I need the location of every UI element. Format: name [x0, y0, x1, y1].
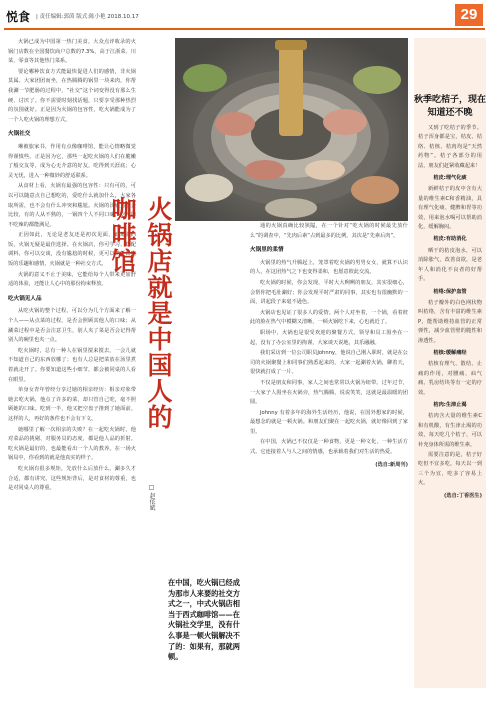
- col1-paragraph: 吃火锅有很多规矩，先放什么后放什么，涮多久才合适，都有讲究。这些规矩背后，是对食材的尊重，也是对同桌人的尊重。: [8, 465, 136, 492]
- col1-paragraph: 她哪里了解一次相亲的失败？在一起吃火锅时，他对菜品的挑剔、对服务员的态度，都是他人品的折射。吃火锅是最好的，也最能看出一个人的教养。在一场火锅局中，你看到的就是他真实的样子。: [8, 426, 136, 462]
- sidebar-source: (选自:丁香医生): [444, 492, 482, 499]
- sidebar-subheading: 桔核:缓解痛经: [433, 349, 467, 356]
- sidebar-body: [418, 124, 482, 502]
- col2-paragraph: 吃火锅的时候，你会发现，平时大大咧咧的朋友，其实很细心，会帮你把毛肚涮好；你会发现平时严肃的同事，其实也有很幽默的一面，讲起段子来毫不逊色。: [250, 279, 408, 306]
- page-header: [0, 0, 489, 30]
- col2-paragraph: 通的火锅真确比较狭隘，在一个针对“吃火锅的时候最先放什么”的调查中，“先肉后素”占到最多的比例，其次是“先素后肉”。: [250, 223, 408, 239]
- sidebar-paragraph: 晒干的桔皮泡水，可以消除胀气，改善食欲，是老年人和消化不良者的好帮手。: [418, 247, 482, 283]
- col1-paragraph: 吃火锅时，总有一种人在锅里搅来搅去，一会儿就不知道自己的东西放哪了；也有人总是把菜放在汤里煮着就走开了。你要知道这些小细节，都会被同桌的人看在眼里。: [8, 347, 136, 383]
- col2-subheading: 火锅里的柔情: [250, 247, 284, 254]
- col2-source: (选自:新周刊): [375, 461, 408, 468]
- sidebar-subheading: 桔皮:有助消化: [433, 236, 467, 243]
- col1-paragraph: 从食材上看，火锅有最强的包容性：只有可的，可以可以随意点自己想吃的，爱吃什么就加什么，大家各取所需，也不会有什么冲突和尴尬。火锅的汤底虽然会比较，有的人从不熟的，一锅四个人不同口味，吃辣的不吃辣的都能满足。: [8, 183, 136, 228]
- hotpot-photo-illustration: [175, 38, 408, 221]
- sidebar-box: [414, 38, 486, 688]
- sidebar-paragraph: 新鲜桔子的皮中含有大量的维生素C和香精油，具有理气化痰、健脾和胃等功效，用来泡水喝可以帮助消化，缓解胸闷。: [418, 186, 482, 231]
- sidebar-paragraph: 需要注意的是，桔子好吃但不宜多吃，每天以一到三个为宜，吃多了容易上火。: [418, 452, 482, 487]
- sidebar-subheading: 桔络:保护血管: [433, 288, 467, 295]
- col2-paragraph: 不仅是朋友和同事，家人之间也常常以火锅为纽带。过年过节，一大家子人围坐在火锅旁，热气腾腾，说说笑笑，这就是最温暖的团圆。: [250, 379, 408, 406]
- pull-quote-text: 在中国，吃火锅已经成为那市人来要的社交方式之一，中式火锅店相当于西式咖啡馆——在火锅社交学里，没有什么事是一顿火锅解决不了的：如果有，那就两顿。: [168, 578, 240, 662]
- col2-paragraph: 我们采访到一位公司职员Johnny，他说自己刚入职时，就是在公司的火锅聚餐上和同事们熟悉起来的，大家一起涮着火锅，聊着天，很快就打成了一片。: [250, 350, 408, 376]
- col1-paragraph: 要论哪种饮食方式能最快促进人们的感情，非火锅莫属。大家团团而坐，在热腾腾的锅里一块来肉，你帮我涮一节肥肠的过程中，“社交”这个词变得没有那么生硬、讨厌了。你不需要时刻找话题，只要享受那种热烈的氛围就好。正是因为火锅的包容性，吃火锅能成为了一个人吃火锅的理想方式。: [8, 68, 136, 123]
- sidebar-paragraph: 桔核有理气、散结、止痛的作用，对腰痛、疝气痛、乳房结块等有一定的疗效。: [418, 361, 482, 396]
- col1-paragraph: 琳被旅家书，作用有点像咖啡馆，能让心情略微觉得谨慎些。正是因为它，那些一起吃火锅的人们在脆嫩了般交友等，成为心无介意的好友，吃得到天涯底；心灵无忧，进入一种微妙的舒适联系。: [8, 143, 136, 179]
- article-title: 火锅店就是中国人的咖啡馆: [108, 196, 173, 430]
- sidebar-subheading: 桔肉:生津止渴: [433, 401, 467, 408]
- col2-paragraph: 火锅店也见证了很多人的爱情。两个人对坐着，一个锅，看着彼此的脸在热气中模糊又清晰，一顿火锅吃下来，心也就近了。: [250, 309, 408, 326]
- article-column-2: [250, 222, 408, 692]
- col1-subheading: 吃火锅见人品: [8, 295, 42, 302]
- col2-paragraph: Johnny 有着多年的海外生活经历，他说，在国外想家的时候，最想念的就是一顿火锅。和朋友们聚在一起吃火锅，就好像回到了家里。: [250, 409, 408, 435]
- editor-meta: | 责任编辑:郭茵 版式:陈小艳 2018.10.17: [36, 14, 139, 20]
- col1-paragraph: 火锅的意义不止于美味，它能给每个人带来更加舒适的体验，还能让人心中的那份拘束释放。: [8, 271, 136, 288]
- col2-paragraph: 在中国，火锅已不仅仅是一种食物，更是一种文化，一种生活方式。它连接着人与人之间的情感，也承载着我们对生活的热爱。: [250, 439, 408, 456]
- col2-paragraph: 职场中，火锅也是很受欢迎的聚餐方式。领导和员工围坐在一起，没有了办公室里的拘谨，大家谈天说地，其乐融融。: [250, 329, 408, 346]
- sidebar-title: 秋季吃桔子，现在知道还不晚: [414, 95, 487, 118]
- pull-quote: [168, 578, 244, 674]
- article-byline: □ 赵依斌: [148, 484, 155, 511]
- sidebar-paragraph: 桔肉含大量的维生素C和有机酸，有生津止渴的功效，每天吃几个桔子，可以补充身体所需的维生素。: [418, 413, 482, 448]
- col1-paragraph: 从吃火锅的整个过程，可以分为几个方面来了解一个人——从点菜的过程，是否会照顾其他人的口味；从涮菜过程中是否会注意卫生，别人夹了菜是否会记得帮别人的碗里也夹一点。: [8, 308, 136, 344]
- col1-paragraph: 单身女青年曾经分享过她的相亲经历：相亲对象带她去吃火锅，他点了许多的菜，却只管自己吃，毫不照顾她的口味。吃到一半，他又把空盘子推到了她面前。这样的人，再好的条件也不会有下文。: [8, 387, 136, 422]
- col2-paragraph: 火锅里的热气升腾起上，笼罩着吃火锅的男男女女，就算不认识的人，在这团热气之下也变得柔和，也愿意彼此交流。: [250, 259, 408, 276]
- col1-paragraph: 正因如此，无论是老友还是初次见面，如果要约饭，火锅无疑是最佳选择。在火锅店，你可学习、搭配调料，你可以交谈，没有尴尬的时候，更可以烘托出吃饭的乐趣和感情，火锅就是一种社交方式。: [8, 232, 136, 268]
- sidebar-paragraph: 桔子瓣外的白色网状物叫桔络，含有丰富的维生素P，能帮助维持血管的正常弹性，减少血管壁的脆性和渗透性。: [418, 299, 482, 344]
- section-name: 悦食: [6, 10, 31, 24]
- col1-subheading: 火锅社交: [8, 131, 31, 138]
- header-rule: [4, 28, 485, 30]
- sidebar-subheading: 桔皮:理气化痰: [433, 175, 467, 182]
- hotpot-photo: [175, 38, 408, 221]
- article-column-1: [8, 38, 136, 688]
- col1-paragraph: 火锅已成为中国第一热门美食。大众点评收录的火锅门店数在全国餐饮商户总数的7.3%，高于江浙菜、川菜，零食等其他热门菜系。: [8, 39, 136, 65]
- page-number-badge: 29: [455, 4, 483, 26]
- sidebar-paragraph: 又到了吃桔子的季节。桔子浑身都是宝，桔皮、桔络、桔核、桔肉均是“天然药物”。桔子各部分的用法，朋友们赶紧收藏起来！: [418, 125, 482, 169]
